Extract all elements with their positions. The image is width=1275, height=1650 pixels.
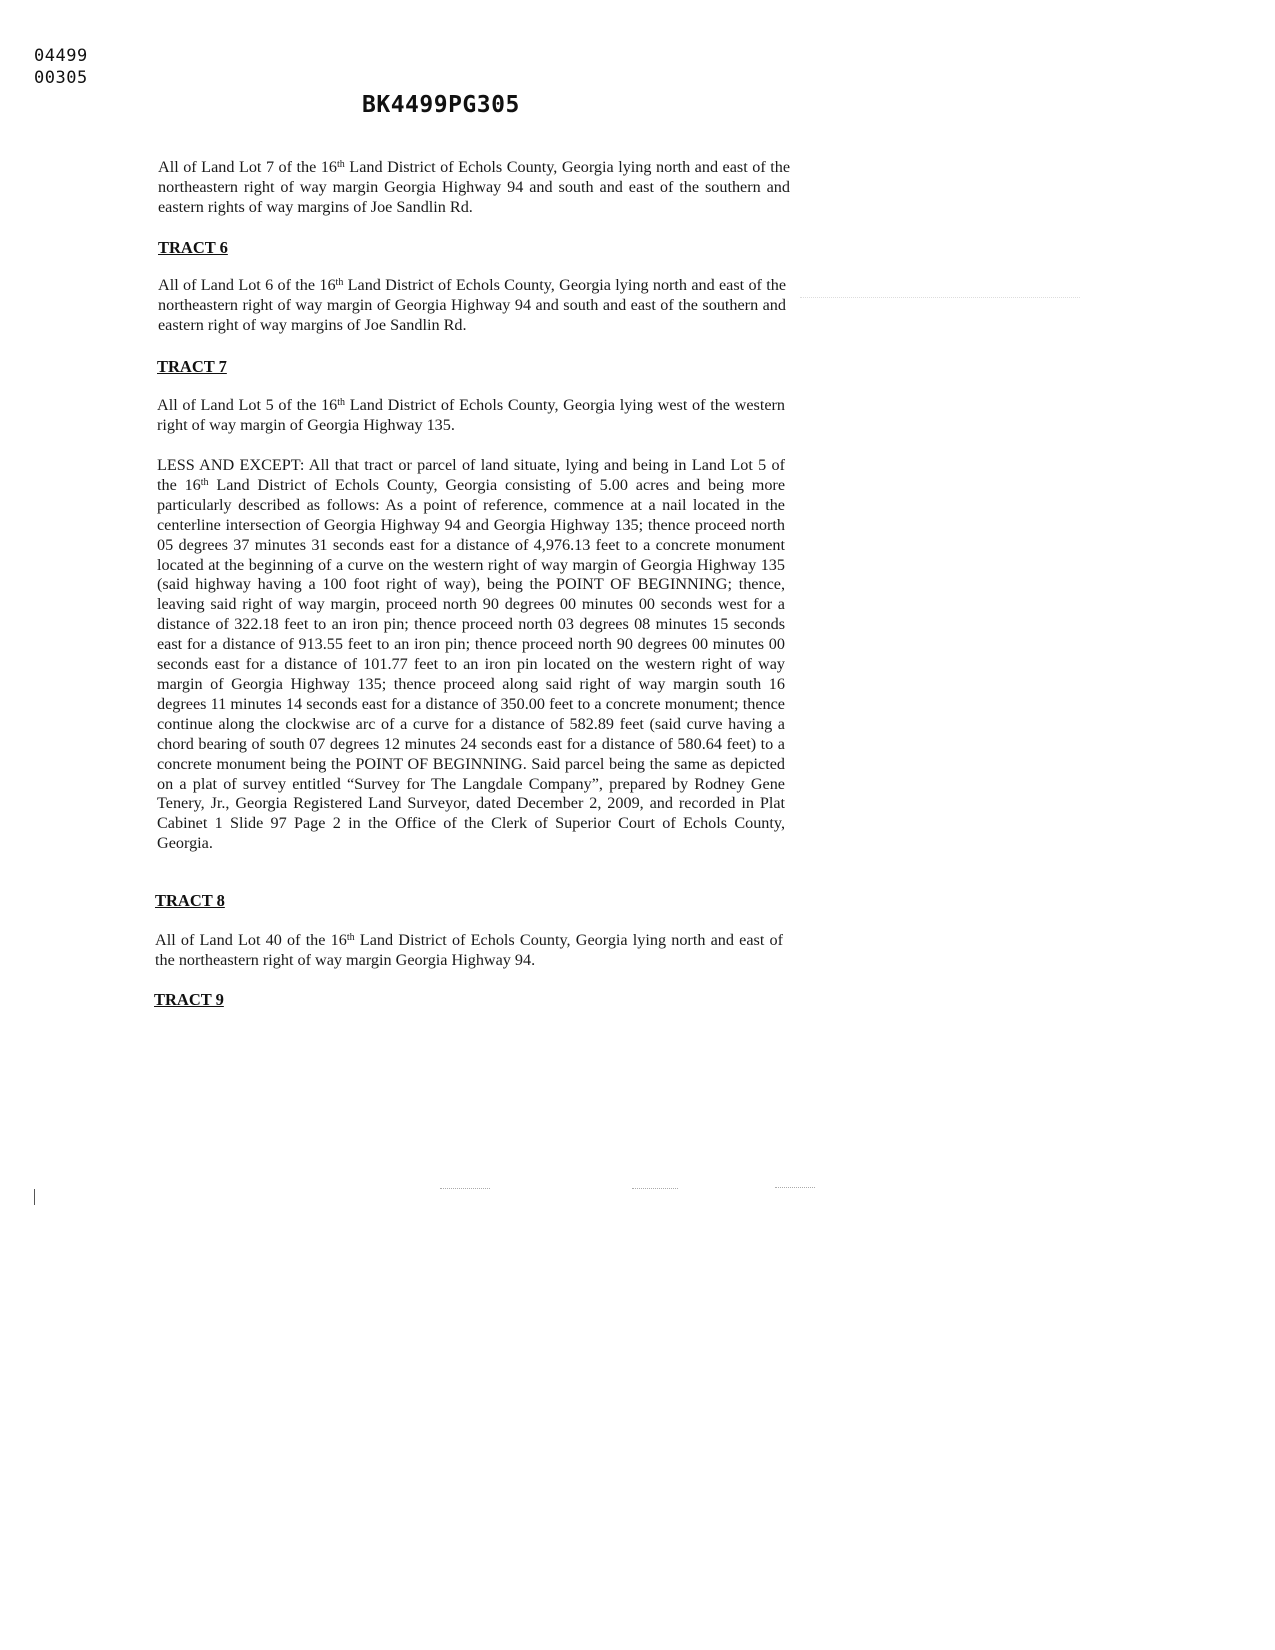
scan-speck (775, 1187, 815, 1189)
tract8-description: All of Land Lot 40 of the 16th Land District of Echols County, Georgia lying north and east of the northeastern right of way margin Georgia Highway 94. (155, 931, 783, 969)
record-number-line1: 04499 (34, 46, 88, 66)
tract6-heading: TRACT 6 (158, 238, 228, 257)
book-page-stamp: BK4499PG305 (362, 92, 520, 118)
scan-speck (800, 297, 1080, 299)
scan-speck (632, 1188, 678, 1190)
record-number-line2: 00305 (34, 68, 88, 88)
tract6-description: All of Land Lot 6 of the 16th Land District of Echols County, Georgia lying north and east of the northeastern right of way margin of Georgia Highway 94 and south and east of the southern and eastern right of way margins of Joe Sandlin Rd. (158, 276, 787, 334)
scan-speck (440, 1188, 490, 1190)
tract7-heading: TRACT 7 (157, 357, 227, 376)
tract5-description: All of Land Lot 7 of the 16th Land District of Echols County, Georgia lying north and east of the northeastern right of way margin Georgia Highway 94 and south and east of the southern and eastern rights of way margins of Joe Sandlin Rd. (158, 158, 791, 216)
tract9-heading: TRACT 9 (154, 990, 224, 1009)
less-and-except-description: LESS AND EXCEPT: All that tract or parcel of land situate, lying and being in Land Lot 5 of the 16th Land District of Echols County, Georgia consisting of 5.00 acres and being more particularly described as follows: As a point of reference, commence at a nail located in the centerline intersection of Georgia Highway 94 and Georgia Highway 135; thence proceed north 05 degrees 37 minutes 31 seconds east for a distance of 4,976.13 feet to a concrete monument located at the beginning of a curve on the western right of way margin of Georgia Highway 135 (said highway having a 100 foot right of way), being the POINT OF BEGINNING; thence, leaving said right of way margin, proceed north 90 degrees 00 minutes 00 seconds west for a distance of 322.18 feet to an iron pin; thence proceed north 03 degrees 08 minutes 15 seconds east for a distance of 913.55 feet to an iron pin; thence proceed north 90 degrees 00 minutes 00 seconds east for a distance of 101.77 feet to an iron pin located on the western right of way margin of Georgia Highway 135; thence proceed along said right of way margin south 16 degrees 11 minutes 14 seconds east for a distance of 350.00 feet to a concrete monument; thence continue along the clockwise arc of a curve for a distance of 582.89 feet (said curve having a chord bearing of south 07 degrees 12 minutes 24 seconds east for a distance of 580.64 feet) to a concrete monument being the POINT OF BEGINNING. Said parcel being the same as depicted on a plat of survey entitled “Survey for The Langdale Company”, prepared by Rodney Gene Tenery, Jr., Georgia Registered Land Surveyor, dated December 2, 2009, and recorded in Plat Cabinet 1 Slide 97 Page 2 in the Office of the Clerk of Superior Court of Echols County, Georgia. (157, 456, 786, 853)
tract7-description: All of Land Lot 5 of the 16th Land District of Echols County, Georgia lying west of the western right of way margin of Georgia Highway 135. (157, 396, 786, 434)
margin-mark (34, 1189, 35, 1205)
tract8-heading: TRACT 8 (155, 891, 225, 910)
